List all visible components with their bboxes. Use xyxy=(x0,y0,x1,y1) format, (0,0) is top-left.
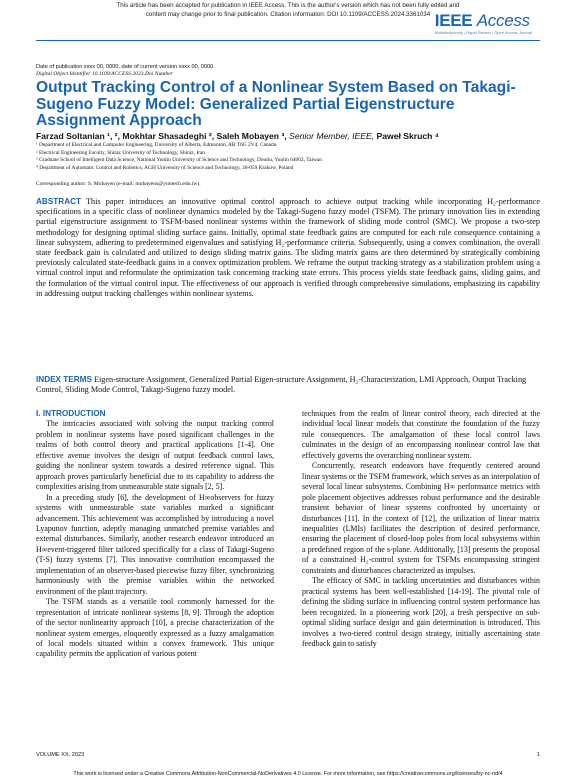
corresponding-author: Corresponding author: S. Mobayen (e-mail: mobayens@yuntech.edu.tw). xyxy=(36,181,201,187)
publication-meta xyxy=(36,64,215,78)
logo-access: Access xyxy=(476,11,530,30)
affiliation-1: ¹ Department of Electrical and Computer Engineering, University of Alberta, Edmonton, AB T6G 2V4, Canada. xyxy=(36,142,278,148)
paragraph: The efficacy of SMC in tackling uncertainties and disturbances within practical systems has been well-established [14-19]. The pivotal role of defining the sliding surface in influencing control system performance has been recognized. In a pioneering work [20], a fresh perspective on sub-optimal sliding surface design and gain determination is introduced. This involves a two-tiered control design strategy, initially ascertaining state feedback gain to satisfy xyxy=(302,576,540,648)
volume-label: VOLUME XX, 2023 xyxy=(36,752,85,758)
notice-line-2: content may change prior to final publication. Citation information: DOI 10.1109/ACCESS.2024.3361034 xyxy=(145,10,431,18)
abstract xyxy=(36,197,540,299)
body-column-left xyxy=(36,409,274,660)
author-list xyxy=(36,131,540,141)
affiliation-4: ⁴ Department of Automatic Control and Robotics, AGH University of Science and Technology, 30-059 Kraków, Poland xyxy=(36,164,294,171)
authors-part-1: Farzad Soltanian ¹, ², Mokhtar Shasadeghi ², Saleh Mobayen ³, xyxy=(36,131,290,141)
authors-part-2: Paweł Skruch ⁴ xyxy=(374,131,440,141)
paragraph: In a preceding study [6], the development of H∞observers for fuzzy systems with unmeasurable state variables marked a significant advancement. This achievement was accomplished by introducing a novel Lyapunov function, adeptly managing unmatched premise variables and external disturbances. Similarly, another research endeavor introduced an H∞event-triggered filter tailored specifically for a class of Takagi-Sugeno (T-S) fuzzy systems [7]. This innovative contribution encompassed the implementation of an observer-based piecewise fuzzy filter, synchronizing harmoniously with the premise variables within the networked environment of the plant trajectory. xyxy=(36,492,274,596)
page-footer xyxy=(36,752,540,758)
paragraph: Concurrently, research endeavors have frequently centered around linear systems or the TSFM framework, which serves as an interpolation of several local linear subsystems. Combining H∞ performance metrics with pole placement objectives addresses robust performance and the desirable transient behavior of linear systems confronted by uncertainty or disturbances [11]. In the context of [12], the utilization of linear matrix inequalities (LMIs) facilitates the description of desired performance, ensuring the placement of closed-loop poles from local subsystems within a predefined region of the s-plane. Additionally, [13] presents the proposal of a constrained H₂-control system for TSFMs encompassing stringent constraints and disturbances characterized as impulses. xyxy=(302,461,540,575)
logo-tagline: Multidisciplinary | Rapid Review | Open Access Journal xyxy=(434,30,532,35)
logo-ieee: IEEE xyxy=(434,11,473,30)
abstract-heading: ABSTRACT xyxy=(36,197,82,206)
paragraph: The TSFM stands as a versatile tool commonly harnessed for the representation of intricate nonlinear systems [8, 9]. Through the adoption of the sector nonlinearity approach [10], a precise characterization of the nonlinear system emerges, eloquently expressed as a fuzzy amalgamation of local models situated within a convex framework. This unique capability permits the application of various potent xyxy=(36,597,274,659)
body-column-right xyxy=(302,409,540,649)
notice-line-1: This article has been accepted for publication in IEEE Access. This is the author's version which has not been fully edited and xyxy=(116,2,460,9)
abstract-text: This paper introduces an innovative optimal control approach to achieve output tracking while incorporating H₂-performance specifications in a specific class of nonlinear dynamics modeled by the Takagi-Sugeno fuzzy model (TSFM). The primary innovation lies in extending partial eigenstructure assignment to TSFM-based nonlinear systems within the framework of sliding mode control (SMC). We propose a two-step methodology for designing optimal sliding surface gains. Initially, optimal state feedback gains are computed for each rule consequence containing a linear subsystem, adhering to predetermined eigenvalues and satisfying H₂-performance criteria. Subsequently, using a convex combination, the overall state feedback gain is calculated and utilized to design sliding matrix gains. The sliding matrix gains are then determined by strategically combining previously calculated state-feedback gains in a convex optimization problem. We reframe the output tracking strategy as a stabilization problem using a virtual control input and reformulate the optimization task concerning tracking state errors. This process yields state feedback gains, sliding gains, and the formulation of the virtual control input. The effectiveness of our approach is verified through comprehensive simulations, emphasizing its capability in addressing output tracking challenges within nonlinear systems. xyxy=(36,197,540,298)
index-terms xyxy=(36,375,540,395)
index-terms-text: Eigen-structure Assignment, Generalized Partial Eigen-structure Assignment, H₂-Characterization, LMI Approach, Output Tracking Control, Sliding Mode Control, Takagi-Sugeno fuzzy model. xyxy=(36,375,527,395)
paper-title: Output Tracking Control of a Nonlinear System Based on Takagi-Sugeno Fuzzy Model: Generalized Partial Eigenstructure Assignment Approach xyxy=(36,79,516,129)
license-notice: This work is licensed under a Creative Commons Attribution-NonCommercial-NoDerivatives 4.0 License. For more information, see https://creativecommons.org/licenses/by-nc-nd/4 xyxy=(73,771,503,777)
header-rule xyxy=(36,40,540,41)
author-member-title: Senior Member, IEEE, xyxy=(289,131,375,141)
publication-date: Date of publication xxxx 00, 0000, date of current version xxxx 00, 0000. xyxy=(36,64,215,70)
ieee-access-logo xyxy=(435,11,532,35)
index-terms-heading: INDEX TERMS xyxy=(36,375,92,384)
doi: Digital Object Identifier 10.1109/ACCESS.2023.Doi Number xyxy=(36,71,173,77)
paragraph: techniques from the realm of linear control theory, each directed at the individual local linear models that constitute the foundation of the fuzzy rule consequences. The amalgamation of these local control laws culminates in the design of an encompassing nonlinear control law that effectively governs the overarching nonlinear system. xyxy=(302,409,540,460)
paragraph: The intricacies associated with solving the output tracking control problem in nonlinear systems have posed significant challenges in the realms of both control theory and practical applications [1-4]. One effective avenue involves the design of output feedback control laws, guiding the nonlinear system towards a desired reference signal. This approach proves particularly beneficial due to its capability to address the complexities arising from unmeasurable state signals [2, 5]. xyxy=(36,419,274,492)
affiliation-2: ² Electrical Engineering Faculty, Shiraz University of Technology, Shiraz, Iran xyxy=(36,149,205,156)
page-number: 1 xyxy=(536,752,540,758)
section-heading-introduction: I. INTRODUCTION xyxy=(36,409,106,418)
affiliations xyxy=(36,142,540,172)
affiliation-3: ³ Graduate School of Intelligent Data Science, National Yunlin University of Science and Technology, Douliu, Yunlin 64002, Taiwan xyxy=(36,157,322,164)
